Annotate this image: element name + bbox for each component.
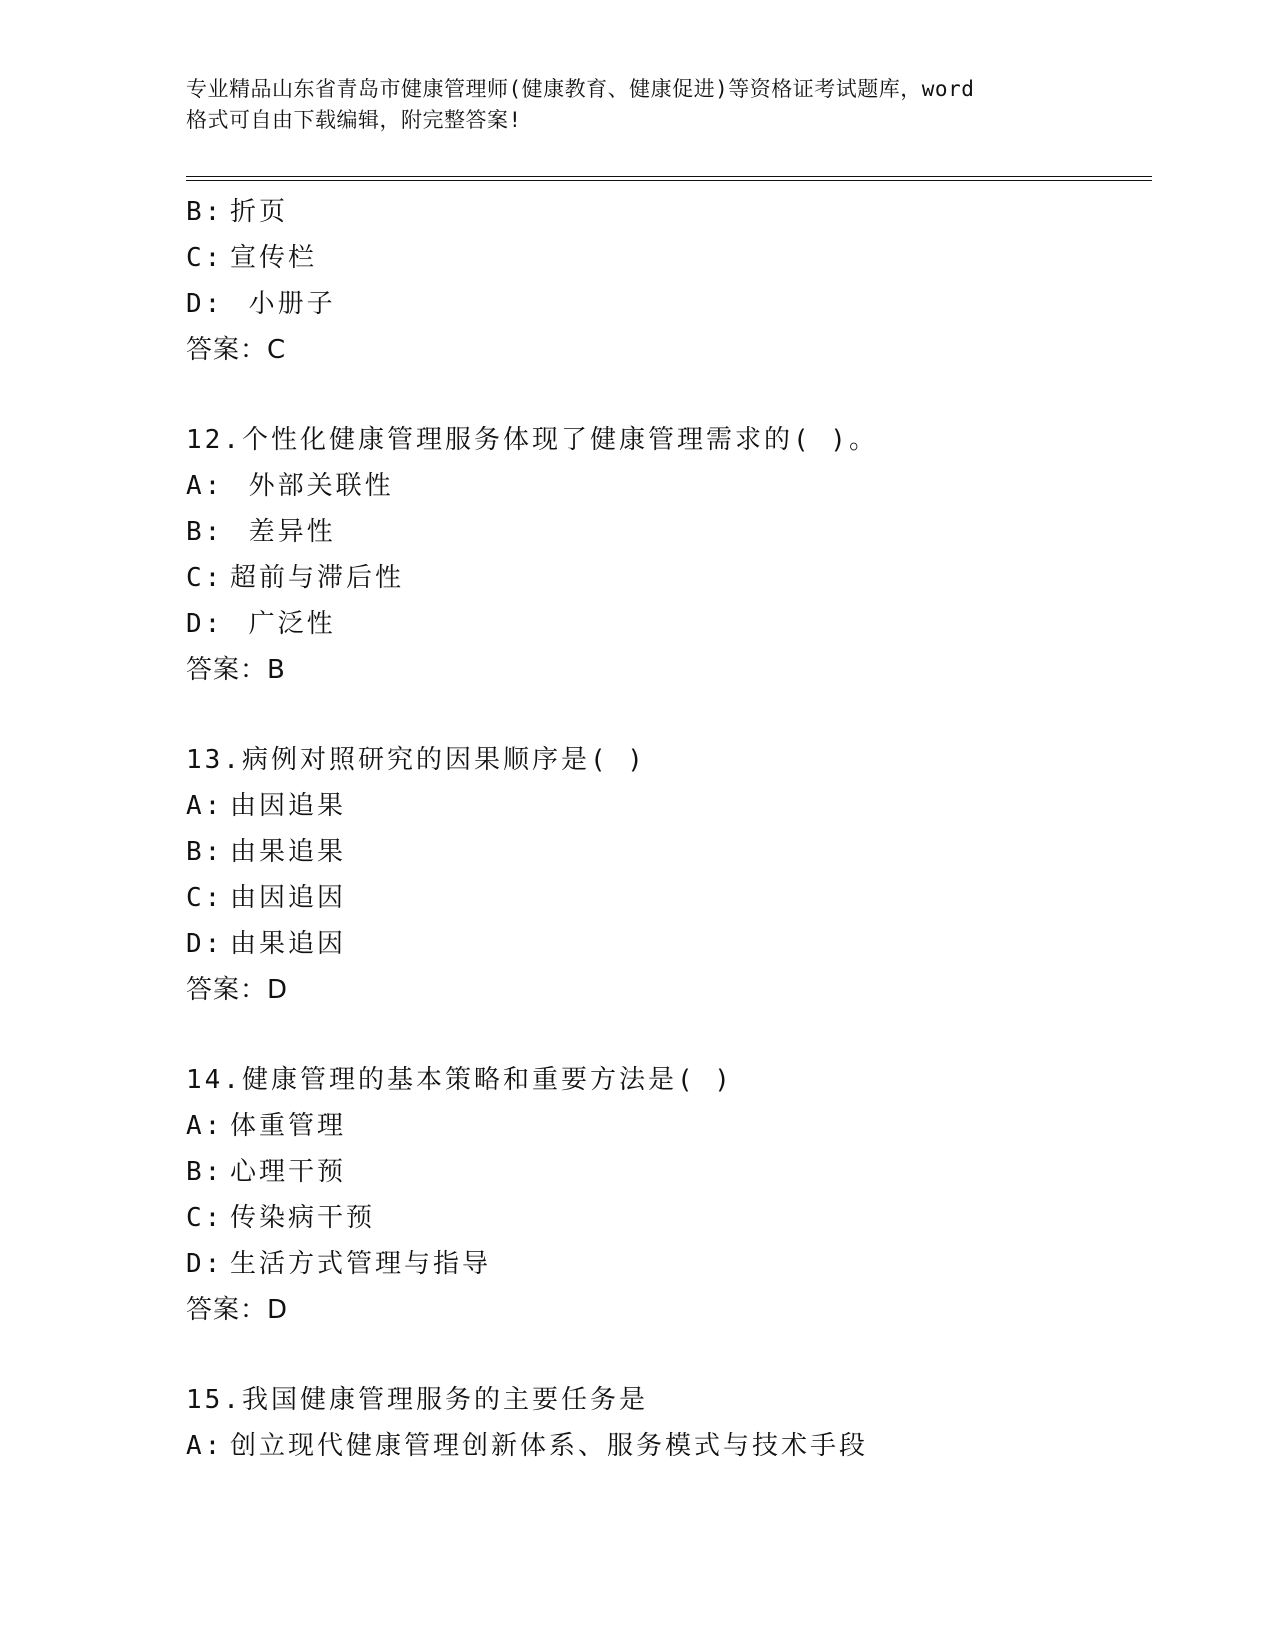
option-text: 心理干预 xyxy=(230,1157,347,1187)
question-list xyxy=(186,189,1146,1469)
option-line xyxy=(186,829,1146,875)
option-label: A: xyxy=(186,471,224,501)
header-line-2: 格式可自由下载编辑，附完整答案! xyxy=(186,108,522,132)
option-label: C: xyxy=(186,883,224,913)
spacer xyxy=(186,1333,1146,1377)
option-text: 宣传栏 xyxy=(230,243,318,273)
option-line xyxy=(186,281,1146,327)
option-line xyxy=(186,509,1146,555)
option-label: B: xyxy=(186,517,224,547)
option-line xyxy=(186,1103,1146,1149)
question-text: 个性化健康管理服务体现了健康管理需求的( )。 xyxy=(242,425,878,455)
option-line xyxy=(186,189,1146,235)
answer-line: 答案：D xyxy=(186,1295,289,1325)
option-line xyxy=(186,1149,1146,1195)
option-line xyxy=(186,463,1146,509)
divider-line-bottom xyxy=(186,180,1152,181)
document-header xyxy=(186,74,1086,136)
option-label: D: xyxy=(186,1249,224,1279)
question-title xyxy=(186,417,1146,463)
option-line xyxy=(186,783,1146,829)
option-text: 折页 xyxy=(230,197,289,227)
header-divider xyxy=(186,176,1152,182)
answer-line: 答案：D xyxy=(186,975,289,1005)
option-label: B: xyxy=(186,1157,224,1187)
option-line xyxy=(186,555,1146,601)
option-text: 小册子 xyxy=(230,289,336,319)
option-label: D: xyxy=(186,609,224,639)
option-text: 创立现代健康管理创新体系、服务模式与技术手段 xyxy=(230,1431,869,1461)
option-text: 广泛性 xyxy=(230,609,336,639)
option-line xyxy=(186,875,1146,921)
spacer xyxy=(186,693,1146,737)
option-text: 由因追因 xyxy=(230,883,347,913)
question-number: 15. xyxy=(186,1385,242,1415)
option-text: 由因追果 xyxy=(230,791,347,821)
option-text: 由果追果 xyxy=(230,837,347,867)
option-text: 由果追因 xyxy=(230,929,347,959)
option-line xyxy=(186,1423,1146,1469)
option-label: C: xyxy=(186,563,224,593)
option-line xyxy=(186,601,1146,647)
option-label: D: xyxy=(186,289,224,319)
option-line xyxy=(186,1195,1146,1241)
option-label: A: xyxy=(186,1431,224,1461)
divider-line-top xyxy=(186,176,1152,177)
option-text: 差异性 xyxy=(230,517,336,547)
option-line xyxy=(186,921,1146,967)
question-text: 我国健康管理服务的主要任务是 xyxy=(242,1385,649,1415)
question-number: 12. xyxy=(186,425,242,455)
option-line xyxy=(186,235,1146,281)
option-label: C: xyxy=(186,243,224,273)
option-line xyxy=(186,1241,1146,1287)
option-label: A: xyxy=(186,1111,224,1141)
answer-line: 答案：C xyxy=(186,335,287,365)
option-label: D: xyxy=(186,929,224,959)
option-label: C: xyxy=(186,1203,224,1233)
option-label: B: xyxy=(186,197,224,227)
question-number: 14. xyxy=(186,1065,242,1095)
spacer xyxy=(186,373,1146,417)
question-text: 健康管理的基本策略和重要方法是( ) xyxy=(242,1065,733,1095)
option-text: 体重管理 xyxy=(230,1111,347,1141)
option-label: A: xyxy=(186,791,224,821)
answer-line: 答案：B xyxy=(186,655,286,685)
option-text: 外部关联性 xyxy=(230,471,394,501)
option-label: B: xyxy=(186,837,224,867)
option-text: 传染病干预 xyxy=(230,1203,376,1233)
option-text: 生活方式管理与指导 xyxy=(230,1249,492,1279)
question-title xyxy=(186,1377,1146,1423)
spacer xyxy=(186,1013,1146,1057)
header-line-1: 专业精品山东省青岛市健康管理师(健康教育、健康促进)等资格证考试题库，word xyxy=(186,77,975,101)
question-text: 病例对照研究的因果顺序是( ) xyxy=(242,745,646,775)
question-number: 13. xyxy=(186,745,242,775)
question-title xyxy=(186,737,1146,783)
option-text: 超前与滞后性 xyxy=(230,563,405,593)
question-title xyxy=(186,1057,1146,1103)
